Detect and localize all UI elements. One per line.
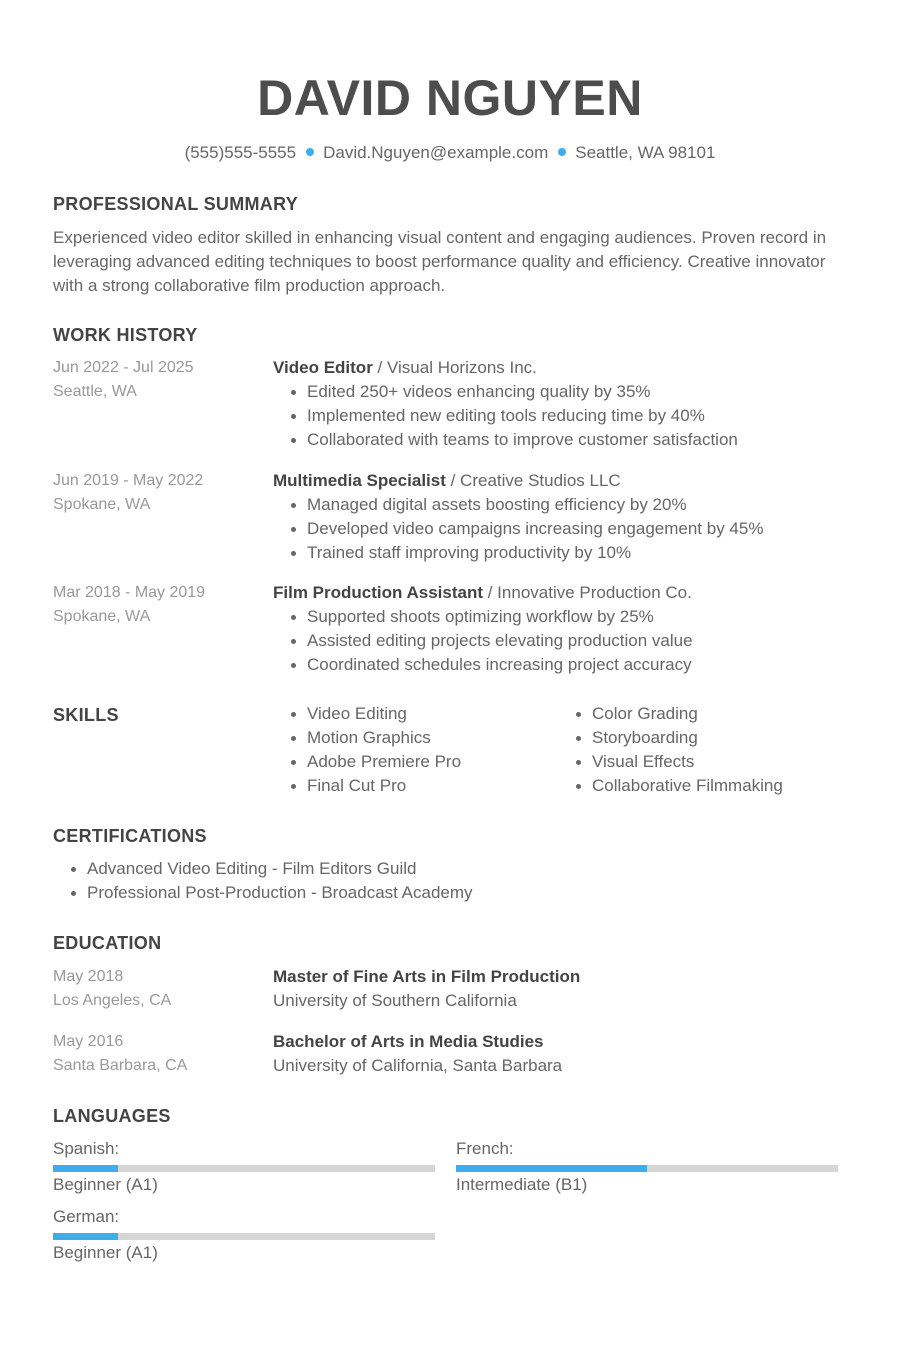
list-item: Coordinated schedules increasing project accuracy	[273, 653, 853, 677]
summary-text: Experienced video editor skilled in enhancing visual content and engaging audiences. Proven record in leveraging advanced editing techniques to boost performance quality and efficiency. Creative innovator with a strong collaborative film production approach.	[53, 228, 827, 295]
education-date: May 2016	[53, 1033, 124, 1050]
education-1-meta	[53, 965, 263, 1013]
skill-item: Final Cut Pro	[273, 774, 553, 798]
education-date: May 2018	[53, 968, 124, 985]
job-title: Video Editor	[273, 358, 373, 377]
skills-column-1	[273, 702, 553, 798]
language-proficiency-bar	[53, 1165, 435, 1172]
job-bullets	[273, 605, 853, 677]
language-proficiency-fill	[456, 1165, 647, 1172]
language-proficiency-fill	[53, 1233, 118, 1240]
degree-title: Bachelor of Arts in Media Studies	[273, 1032, 544, 1051]
job-2-meta	[53, 469, 263, 517]
work-history-heading: WORK HISTORY	[53, 325, 198, 345]
list-item: Implemented new editing tools reducing time by 40%	[273, 404, 853, 428]
skill-item: Adobe Premiere Pro	[273, 750, 553, 774]
education-2-meta	[53, 1030, 263, 1078]
list-item: Developed video campaigns increasing engagement by 45%	[273, 517, 853, 541]
language-name: French:	[456, 1139, 514, 1158]
education-2-details	[273, 1030, 853, 1078]
job-location: Spokane, WA	[53, 608, 151, 625]
skill-item: Video Editing	[273, 702, 553, 726]
location: Seattle, WA 98101	[575, 143, 716, 162]
email-address: David.Nguyen@example.com	[323, 143, 549, 162]
candidate-name: DAVID NGUYEN	[257, 70, 643, 126]
education-location: Los Angeles, CA	[53, 992, 172, 1009]
certification-item: Advanced Video Editing - Film Editors Guild	[53, 857, 753, 881]
job-company: / Visual Horizons Inc.	[372, 358, 537, 377]
job-title: Film Production Assistant	[273, 583, 484, 602]
job-company: / Creative Studios LLC	[445, 471, 621, 490]
bullet-dot-icon	[558, 148, 566, 156]
education-location: Santa Barbara, CA	[53, 1057, 188, 1074]
list-item: Edited 250+ videos enhancing quality by 35%	[273, 380, 853, 404]
skill-item: Storyboarding	[558, 726, 838, 750]
language-level: Intermediate (B1)	[456, 1175, 588, 1194]
contact-line	[0, 142, 900, 164]
skills-column-2	[558, 702, 838, 798]
job-title: Multimedia Specialist	[273, 471, 446, 490]
job-3-meta	[53, 581, 263, 629]
job-heading	[273, 356, 853, 380]
job-2-details	[273, 469, 853, 565]
language-name: Spanish:	[53, 1139, 120, 1158]
list-item: Managed digital assets boosting efficiency by 20%	[273, 493, 853, 517]
language-proficiency-fill	[53, 1165, 118, 1172]
phone-number: (555)555-5555	[184, 143, 297, 162]
certification-item: Professional Post-Production - Broadcast Academy	[53, 881, 753, 905]
list-item: Supported shoots optimizing workflow by 25%	[273, 605, 853, 629]
summary-heading: PROFESSIONAL SUMMARY	[53, 194, 299, 214]
job-dates: Jun 2019 - May 2022	[53, 472, 204, 489]
bullet-dot-icon	[306, 148, 314, 156]
job-heading	[273, 581, 853, 605]
list-item: Trained staff improving productivity by 10%	[273, 541, 853, 565]
skill-item: Collaborative Filmmaking	[558, 774, 838, 798]
education-1-details	[273, 965, 853, 1013]
list-item: Assisted editing projects elevating production value	[273, 629, 853, 653]
language-name: German:	[53, 1207, 120, 1226]
job-dates: Jun 2022 - Jul 2025	[53, 359, 194, 376]
job-company: / Innovative Production Co.	[483, 583, 692, 602]
language-level: Beginner (A1)	[53, 1243, 158, 1262]
job-bullets	[273, 380, 853, 452]
school-name: University of California, Santa Barbara	[273, 1056, 563, 1075]
skill-item: Motion Graphics	[273, 726, 553, 750]
certifications-list	[53, 857, 753, 905]
certifications-heading: CERTIFICATIONS	[53, 826, 207, 846]
skill-item: Visual Effects	[558, 750, 838, 774]
job-location: Spokane, WA	[53, 496, 151, 513]
job-bullets	[273, 493, 853, 565]
job-heading	[273, 469, 853, 493]
language-proficiency-bar	[53, 1233, 435, 1240]
languages-heading: LANGUAGES	[53, 1106, 171, 1126]
job-dates: Mar 2018 - May 2019	[53, 584, 206, 601]
degree-title: Master of Fine Arts in Film Production	[273, 967, 581, 986]
skill-item: Color Grading	[558, 702, 838, 726]
job-3-details	[273, 581, 853, 677]
language-proficiency-bar	[456, 1165, 838, 1172]
job-location: Seattle, WA	[53, 383, 137, 400]
language-level: Beginner (A1)	[53, 1175, 158, 1194]
job-1-meta	[53, 356, 263, 404]
list-item: Collaborated with teams to improve customer satisfaction	[273, 428, 853, 452]
job-1-details	[273, 356, 853, 452]
school-name: University of Southern California	[273, 991, 517, 1010]
skills-heading: SKILLS	[53, 705, 119, 725]
education-heading: EDUCATION	[53, 933, 162, 953]
